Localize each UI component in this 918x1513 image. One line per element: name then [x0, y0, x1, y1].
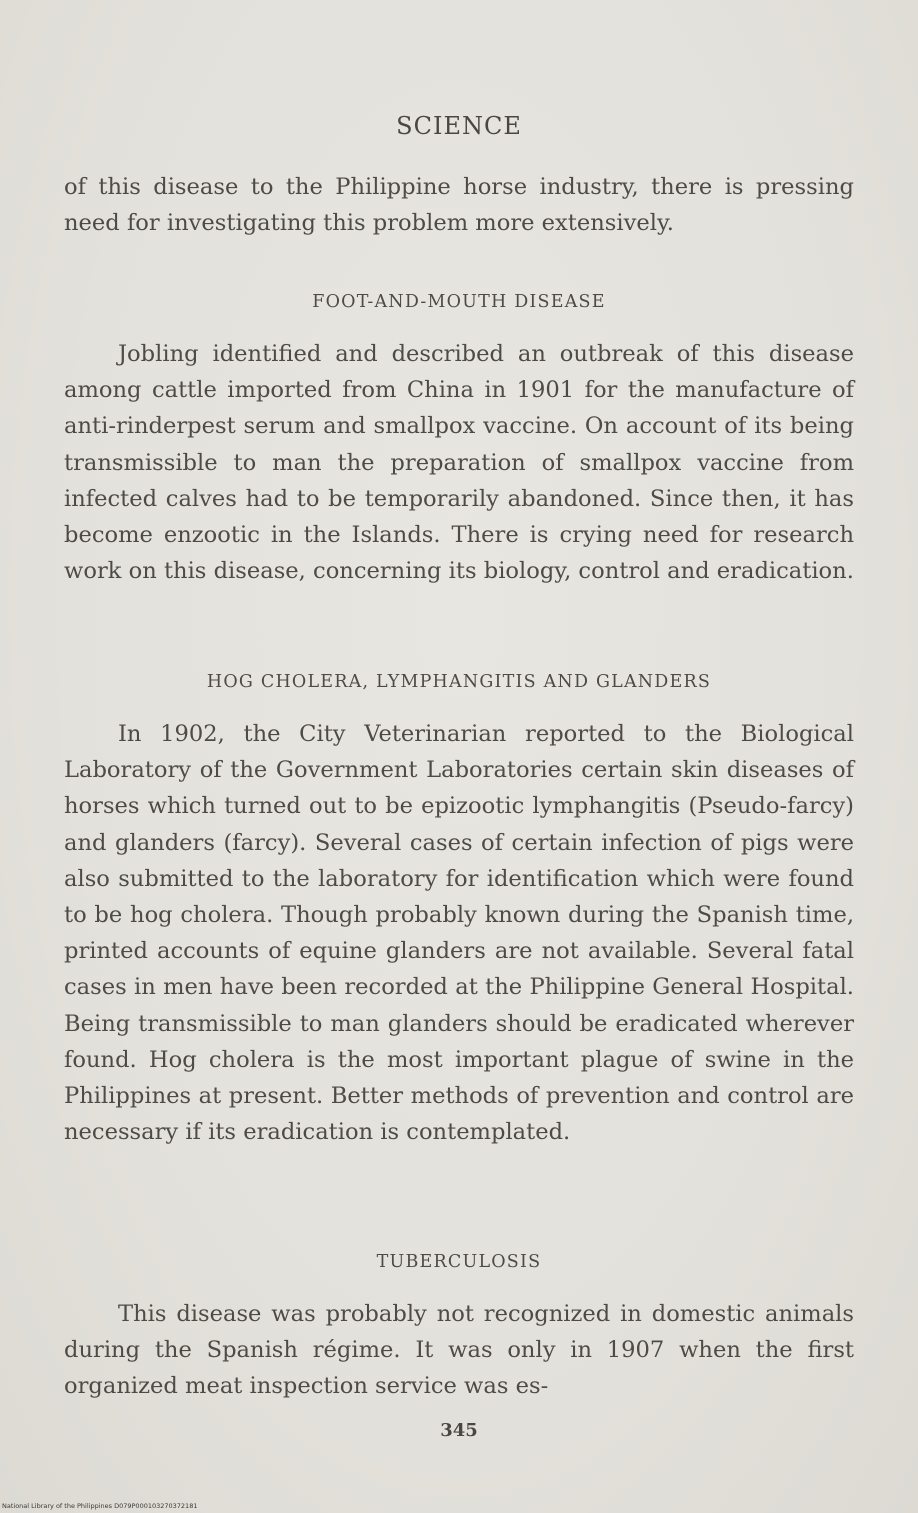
page-number: 345	[440, 1420, 478, 1441]
paragraph-foot-and-mouth: Jobling identified and described an outbreak of this disease among cattle imported from China in 1901 for the manufacture of anti-rinderpest serum and smallpox vaccine. On account of its being transmissible to man the preparation of smallpox vaccine from infected calves had to be temporarily abandoned. Since then, it has become enzootic in the Islands. There is crying need for research work on this disease, concerning its biology, control and eradication.	[64, 341, 854, 585]
section-heading-hog-cholera: HOG CHOLERA, LYMPHANGITIS AND GLANDERS	[206, 672, 712, 692]
section-foot-and-mouth-heading-block	[64, 292, 854, 312]
library-footer: National Library of the Philippines D079P000103270372181	[2, 1502, 198, 1510]
section-hog-cholera-heading-block	[64, 672, 854, 692]
section-heading-foot-and-mouth: FOOT-AND-MOUTH DISEASE	[312, 292, 606, 312]
intro-paragraph: of this disease to the Philippine horse industry, there is pressing need for investigating this problem more extensively.	[64, 174, 854, 237]
section-tuberculosis-body	[64, 1296, 854, 1405]
paragraph-hog-cholera: In 1902, the City Veterinarian reported to the Biological Laboratory of the Government Laboratories certain skin diseases of horses which turned out to be epizootic lymphangitis (Pseudo-farcy) and glanders (farcy). Several cases of certain infection of pigs were also submitted to the laboratory for identification which were found to be hog cholera. Though probably known during the Spanish time, printed accounts of equine glanders are not available. Several fatal cases in men have been recorded at the Philippine General Hospital. Being transmissible to man glanders should be eradicated wherever found. Hog cholera is the most important plague of swine in the Philippines at present. Better methods of prevention and control are necessary if its eradication is contemplated.	[64, 721, 854, 1146]
paragraph-tuberculosis: This disease was probably not recognized in domestic animals during the Spanish régime. It was only in 1907 when the first organized meat inspection service was es-	[64, 1301, 854, 1400]
section-hog-cholera-body	[64, 716, 854, 1150]
section-foot-and-mouth-body	[64, 336, 854, 589]
section-tuberculosis-heading-block	[64, 1252, 854, 1272]
section-heading-tuberculosis: TUBERCULOSIS	[376, 1252, 542, 1272]
intro-paragraph-block	[64, 169, 854, 241]
running-head: SCIENCE	[396, 112, 522, 140]
